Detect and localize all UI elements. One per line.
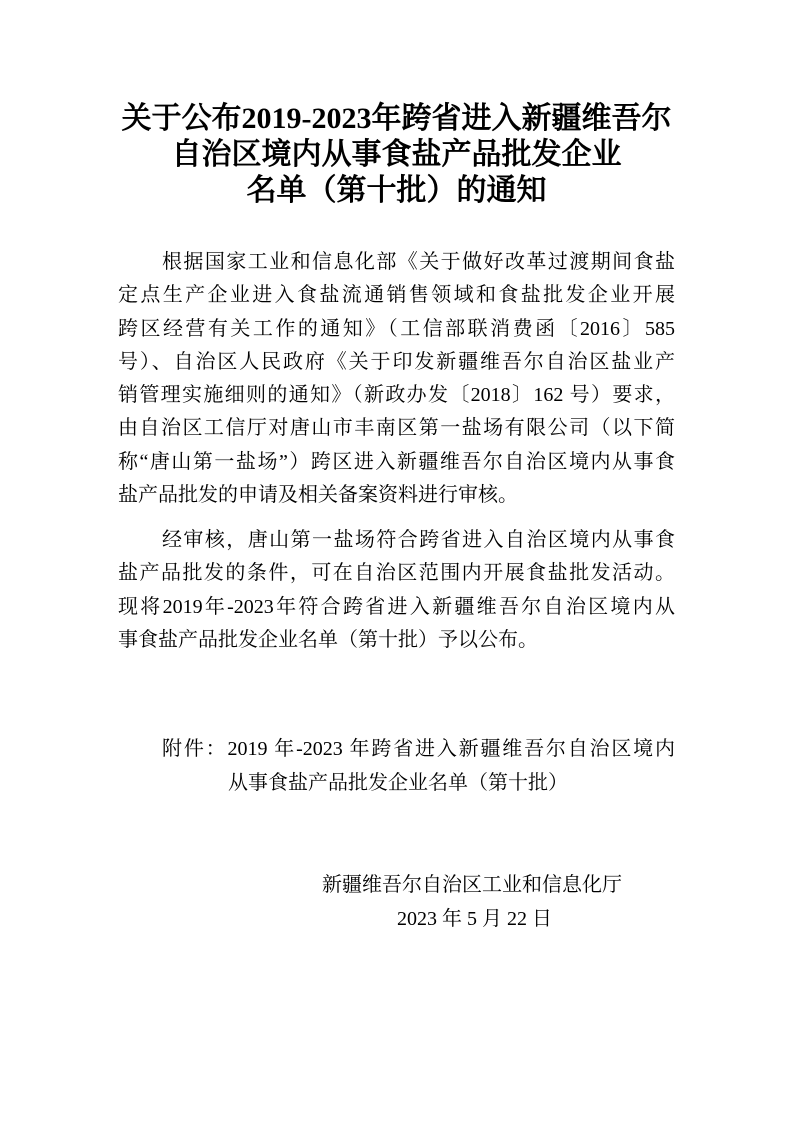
- paragraph-1-line: 定点生产企业进入食盐流通销售领域和食盐批发企业开展: [118, 284, 675, 307]
- signature-date: 2023 年 5 月 22 日: [397, 908, 552, 930]
- title-line-1: 关于公布2019-2023年跨省进入新疆维吾尔: [121, 102, 672, 135]
- signature-organization-block: [322, 869, 642, 902]
- signature-date-block: [397, 903, 567, 936]
- attachment-note-continued: [228, 767, 675, 800]
- title-line-2: 自治区境内从事食盐产品批发企业: [171, 138, 622, 171]
- signature-organization: 新疆维吾尔自治区工业和信息化厅: [322, 874, 622, 896]
- paragraph-1-line: 称“唐山第一盐场”）跨区进入新疆维吾尔自治区境内从事食: [118, 450, 675, 473]
- attachment-line-1: 附件：2019 年-2023 年跨省进入新疆维吾尔自治区境内: [162, 738, 675, 760]
- body-paragraph-2: [118, 524, 675, 657]
- paragraph-1-line: 跨区经营有关工作的通知》（工信部联消费函〔2016〕585: [118, 317, 675, 340]
- paragraph-2-line: 事食盐产品批发企业名单（第十批）予以公布。: [118, 628, 538, 651]
- paragraph-1-line: 由自治区工信厅对唐山市丰南区第一盐场有限公司（以下简: [118, 417, 675, 440]
- paragraph-1-line: 根据国家工业和信息化部《关于做好改革过渡期间食盐: [162, 251, 675, 273]
- paragraph-2-line: 盐产品批发的条件，可在自治区范围内开展食盐批发活动。: [118, 562, 675, 585]
- paragraph-1-line: 盐产品批发的申请及相关备案资料进行审核。: [118, 484, 518, 507]
- paragraph-2-line: 经审核，唐山第一盐场符合跨省进入自治区境内从事食: [162, 529, 675, 551]
- title-line-3: 名单（第十批）的通知: [246, 174, 547, 207]
- paragraph-1-line: 号）、自治区人民政府《关于印发新疆维吾尔自治区盐业产: [118, 350, 675, 373]
- attachment-line-2: 从事食盐产品批发企业名单（第十批）: [228, 772, 568, 794]
- attachment-note: [162, 733, 675, 766]
- paragraph-1-line: 销管理实施细则的通知》（新政办发〔2018〕162 号）要求，: [118, 384, 675, 407]
- body-paragraph-1: [118, 246, 675, 512]
- paragraph-2-line: 现将2019年-2023年符合跨省进入新疆维吾尔自治区境内从: [118, 595, 675, 618]
- document-title: [0, 101, 793, 209]
